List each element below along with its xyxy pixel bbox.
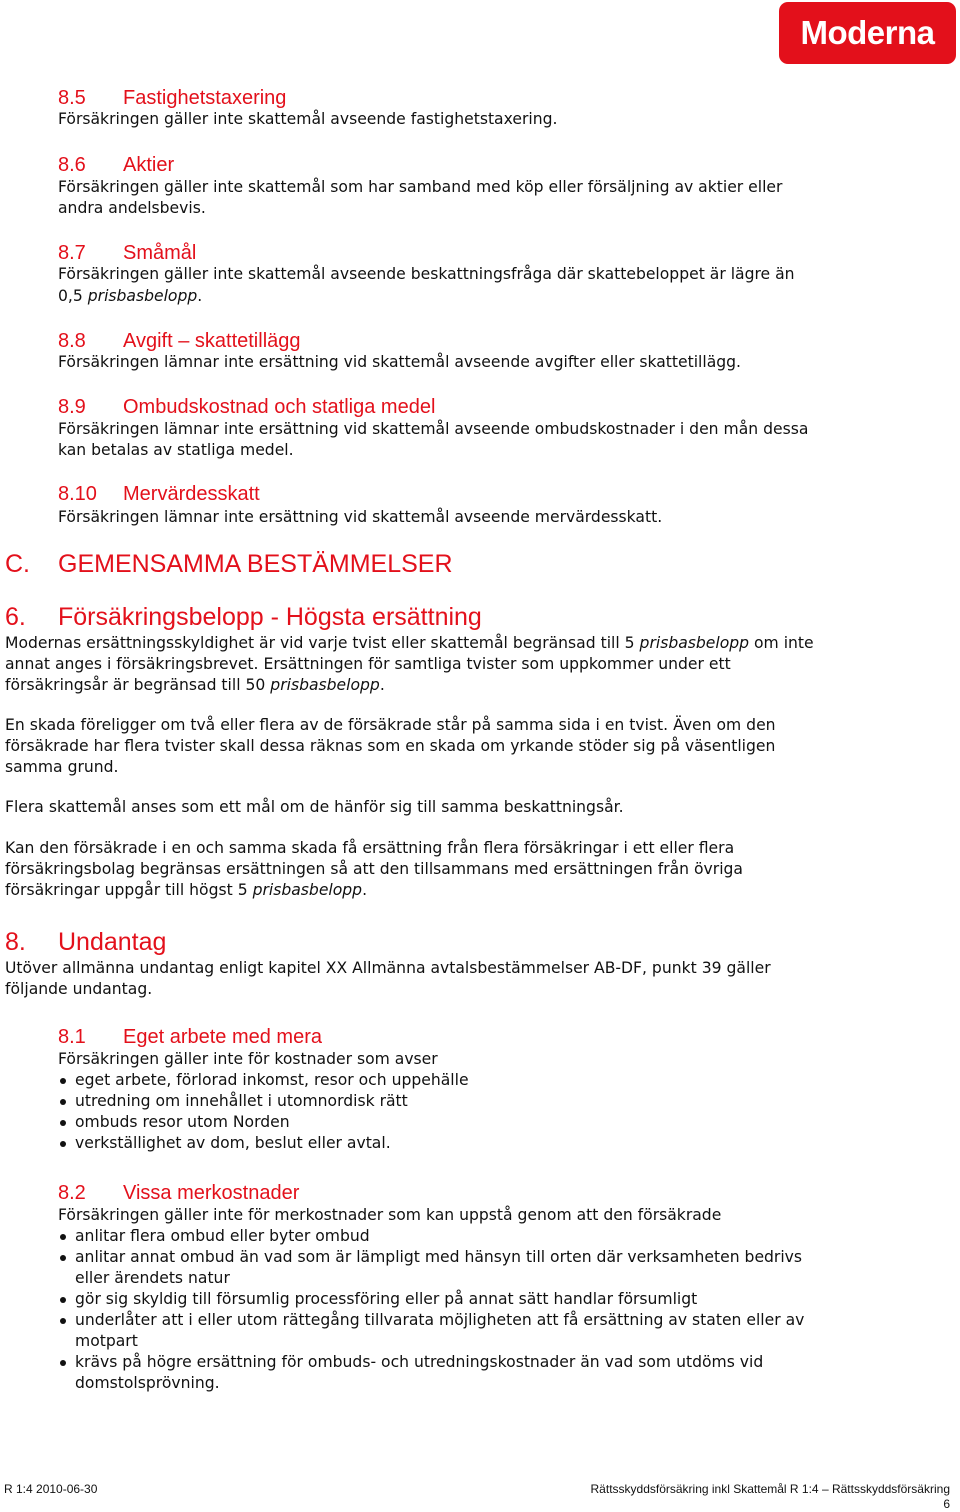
- list-item: eget arbete, förlorad inkomst, resor och uppehälle: [58, 1070, 469, 1091]
- heading-title: Fastighetstaxering: [123, 87, 287, 109]
- moderna-logo: [779, 2, 956, 64]
- paragraph-8-6-line2: andra andelsbevis.: [58, 199, 206, 217]
- paragraph-8-8: Försäkringen lämnar inte ersättning vid skattemål avseende avgifter eller skattetillägg.: [58, 353, 742, 371]
- heading-title: Ombudskostnad och statliga medel: [123, 396, 436, 418]
- heading-8-7: [58, 241, 196, 265]
- heading-8: [5, 928, 166, 956]
- list-item: verkställighet av dom, beslut eller avtal.: [58, 1133, 469, 1154]
- paragraph-8-6-line1: Försäkringen gäller inte skattemål som har samband med köp eller försäljning av aktier eller: [58, 178, 783, 196]
- paragraph-6-4-line2: försäkringsbolag begränsas ersättningen så att den tillsammans med ersättningen från övriga: [5, 860, 743, 878]
- text: försäkringsår är begränsad till 50: [5, 676, 271, 694]
- paragraph-6-3: Flera skattemål anses som ett mål om de hänför sig till samma beskattningsår.: [5, 798, 624, 816]
- text: om inte: [749, 634, 814, 652]
- heading-8-2: [58, 1181, 299, 1205]
- list-item-text: krävs på högre ersättning för ombuds- och utredningskostnader än vad som utdöms vid: [75, 1353, 764, 1371]
- paragraph-6-2-line1: En skada föreligger om två eller flera av de försäkrade står på samma sida i en tvist. Även om den: [5, 716, 776, 734]
- page-number: 6: [943, 1497, 950, 1511]
- list-item: ombuds resor utom Norden: [58, 1112, 469, 1133]
- list-item-text: underlåter att i eller utom rättegång tillvarata möjligheten att få ersättning av staten eller av: [75, 1311, 805, 1329]
- logo-text: Moderna: [800, 14, 935, 51]
- text: .: [197, 287, 203, 305]
- heading-title: Vissa merkostnader: [123, 1182, 300, 1204]
- text: 0,5: [58, 287, 88, 305]
- heading-title: Aktier: [123, 154, 175, 176]
- heading-title: GEMENSAMMA BESTÄMMELSER: [58, 550, 453, 578]
- list-item-text: gör sig skyldig till försumlig processföring eller på annat sätt handlar försumligt: [75, 1290, 698, 1308]
- heading-number: 8.: [5, 928, 26, 956]
- list-8-2: [58, 1226, 804, 1394]
- footer-right: Rättsskyddsförsäkring inkl Skattemål R 1:4 – Rättsskyddsförsäkring: [590, 1482, 950, 1496]
- paragraph-6-4-line1: Kan den försäkrade i en och samma skada få ersättning från flera försäkringar i ett eller flera: [5, 839, 735, 857]
- heading-number: 8.6: [58, 154, 86, 176]
- heading-number: 8.2: [58, 1182, 86, 1204]
- heading-8-6: [58, 153, 174, 177]
- heading-8-10: [58, 482, 260, 506]
- footer-left: R 1:4 2010-06-30: [4, 1482, 98, 1496]
- list-item: utredning om innehållet i utomnordisk rätt: [58, 1091, 469, 1112]
- list-item: [58, 1310, 804, 1352]
- text: .: [362, 881, 368, 899]
- paragraph-8-line2: följande undantag.: [5, 980, 153, 998]
- list-item: [58, 1289, 804, 1310]
- paragraph-8-5: Försäkringen gäller inte skattemål avseende fastighetstaxering.: [58, 110, 558, 128]
- paragraph-6-4-line3: [5, 880, 367, 901]
- part-c-heading: [5, 550, 453, 578]
- paragraph-8-9-line1: Försäkringen lämnar inte ersättning vid skattemål avseende ombudskostnader i den mån dessa: [58, 420, 809, 438]
- list-item-text: anlitar annat ombud än vad som är lämpligt med hänsyn till orten där verksamheten bedrivs: [75, 1248, 803, 1266]
- heading-number: 8.1: [58, 1026, 86, 1048]
- paragraph-6-1-line1: [5, 633, 814, 654]
- list-item-text: motpart: [75, 1332, 138, 1350]
- emphasis: prisbasbelopp: [639, 634, 750, 652]
- heading-number: 8.9: [58, 396, 86, 418]
- list-item-text: domstolsprövning.: [75, 1374, 220, 1392]
- heading-number: 8.7: [58, 242, 86, 264]
- paragraph-6-2-line2: försäkrade har flera tvister skall dessa räknas som en skada om yrkande stöder sig på väsentligen: [5, 737, 776, 755]
- paragraph-6-1-line2: annat anges i försäkringsbrevet. Ersättningen för samtliga tvister som uppkommer under ett: [5, 655, 731, 673]
- heading-number: 8.8: [58, 330, 86, 352]
- heading-8-1: [58, 1025, 322, 1049]
- heading-title: Försäkringsbelopp - Högsta ersättning: [58, 603, 482, 631]
- list-item: [58, 1226, 804, 1247]
- paragraph-8-2-intro: Försäkringen gäller inte för merkostnader som kan uppstå genom att den försäkrade: [58, 1206, 722, 1224]
- paragraph-6-1-line3: [5, 675, 385, 696]
- heading-8-5: [58, 86, 286, 110]
- heading-number: C.: [5, 550, 30, 578]
- paragraph-8-9-line2: kan betalas av statliga medel.: [58, 441, 294, 459]
- heading-number: 8.5: [58, 87, 86, 109]
- paragraph-8-7-line2: [58, 286, 202, 307]
- paragraph-8-7-line1: Försäkringen gäller inte skattemål avseende beskattningsfråga där skattebeloppet är lägre än: [58, 265, 795, 283]
- paragraph-8-line1: Utöver allmänna undantag enligt kapitel XX Allmänna avtalsbestämmelser AB-DF, punkt 39 gäller: [5, 959, 771, 977]
- list-8-1: [58, 1070, 469, 1154]
- paragraph-8-1-intro: Försäkringen gäller inte för kostnader som avser: [58, 1050, 438, 1068]
- emphasis: prisbasbelopp: [252, 881, 363, 899]
- heading-8-8: [58, 329, 301, 353]
- emphasis: prisbasbelopp: [87, 287, 198, 305]
- heading-title: Avgift – skattetillägg: [123, 330, 301, 352]
- heading-number: 6.: [5, 603, 26, 631]
- list-item: [58, 1352, 804, 1394]
- text: Modernas ersättningsskyldighet är vid varje tvist eller skattemål begränsad till 5: [5, 634, 640, 652]
- heading-title: Eget arbete med mera: [123, 1026, 322, 1048]
- list-item-text: anlitar flera ombud eller byter ombud: [75, 1227, 370, 1245]
- heading-8-9: [58, 395, 435, 419]
- paragraph-8-10: Försäkringen lämnar inte ersättning vid skattemål avseende mervärdesskatt.: [58, 508, 663, 526]
- heading-6: [5, 603, 482, 631]
- heading-title: Småmål: [123, 242, 197, 264]
- list-item: [58, 1247, 804, 1289]
- paragraph-6-2-line3: samma grund.: [5, 758, 119, 776]
- heading-title: Undantag: [58, 928, 167, 956]
- text: .: [379, 676, 385, 694]
- list-item-text: eller ärendets natur: [75, 1269, 230, 1287]
- text: försäkringar uppgår till högst 5: [5, 881, 253, 899]
- heading-title: Mervärdesskatt: [123, 483, 260, 505]
- emphasis: prisbasbelopp: [270, 676, 380, 694]
- heading-number: 8.10: [58, 483, 97, 505]
